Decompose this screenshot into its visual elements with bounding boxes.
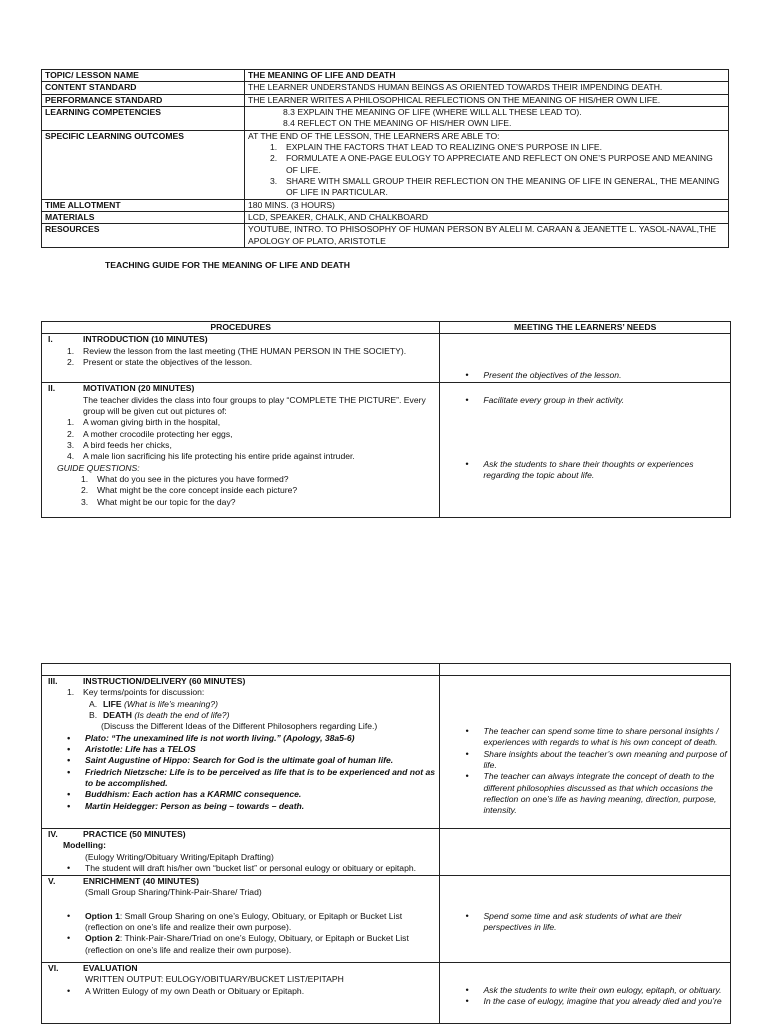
list-item: 2. A mother crocodile protecting her eggs,	[67, 428, 233, 439]
needs-list	[443, 370, 727, 381]
info-row	[42, 130, 729, 199]
info-value	[245, 130, 729, 199]
evaluation-list	[45, 986, 436, 997]
needs-list	[443, 726, 727, 817]
needs-cell	[440, 383, 731, 518]
list-item: • Aristotle: Life has a TELOS	[45, 744, 436, 755]
list-item: • Ask the students to share their thoughts or experiences regarding the topic about life.	[443, 459, 727, 482]
list-item: 1. Key terms/points for discussion:	[67, 687, 205, 698]
list-item: 1. EXPLAIN THE FACTORS THAT LEAD TO REALIZING ONE’S PURPOSE IN LIFE.	[270, 142, 602, 153]
list-item: 1. Review the lesson from the last meeting (THE HUMAN PERSON IN THE SOCIETY).	[67, 345, 407, 356]
info-value: THE LEARNER UNDERSTANDS HUMAN BEINGS AS ORIENTED TOWARDS THEIR IMPENDING DEATH.	[245, 82, 729, 94]
list-item: • In the case of eulogy, imagine that you already died and you’re	[443, 996, 727, 1007]
info-label: RESOURCES	[42, 224, 245, 248]
procedures-table	[41, 321, 731, 518]
list-item: • Friedrich Nietzsche: Life is to be perceived as life that is to be experienced and not as to be accomplished.	[45, 767, 436, 790]
info-row	[42, 94, 729, 106]
list-item: • Option 2: Think-Pair-Share/Triad on one’s Eulogy, Obituary, or Epitaph or Bucket List (reflection on one’s life and realize their own purpose).	[45, 933, 436, 956]
section-heading: III. INSTRUCTION/DELIVERY (60 MINUTES)	[48, 676, 246, 686]
section-heading: I. INTRODUCTION (10 MINUTES)	[48, 334, 208, 345]
table-header-row	[42, 322, 731, 334]
procedure-cell	[42, 334, 440, 383]
philosopher-list	[45, 733, 436, 812]
info-row	[42, 224, 729, 248]
list-item: • The student will draft his/her own “bucket list” or personal eulogy or obituary or epitaph.	[45, 863, 436, 874]
key-points-list	[45, 687, 436, 698]
procedure-cell	[42, 383, 440, 518]
table-row	[42, 829, 731, 876]
lesson-info-table	[41, 69, 729, 248]
list-item: A. LIFE (What is life’s meaning?)	[89, 698, 218, 709]
procedures-table-continued	[41, 663, 731, 1024]
section-heading: IV. PRACTICE (50 MINUTES)	[48, 829, 186, 839]
enrichment-description: (Small Group Sharing/Think-Pair-Share/ Triad)	[85, 887, 262, 898]
info-row	[42, 82, 729, 94]
list-item: • Plato: “The unexamined life is not worth living.” (Apology, 38a5-6)	[45, 733, 436, 744]
list-item: • The teacher can spend some time to share personal insights / experiences with regards to what is his own concept of death.	[443, 726, 727, 749]
guide-questions-heading: GUIDE QUESTIONS:	[57, 462, 140, 473]
procedure-list	[45, 346, 436, 369]
competency-item: 8.3 EXPLAIN THE MEANING OF LIFE (WHERE WILL ALL THESE LEAD TO).	[283, 107, 582, 118]
list-item: • Facilitate every group in their activity.	[443, 395, 727, 406]
list-item: • The teacher can always integrate the concept of death to the different philosophies discussed as that which occasions the reflection on one’s life as having meaning, direction, purpose, intensity.	[443, 771, 727, 816]
outcomes-list	[248, 142, 725, 199]
list-item: • Option 1: Small Group Sharing on one’s Eulogy, Obituary, or Epitaph or Bucket List (reflection on one’s life and realize their own purpose).	[45, 911, 436, 934]
term-list	[45, 699, 436, 722]
info-row	[42, 107, 729, 131]
list-item: • Spend some time and ask students of what are their perspectives in life.	[443, 911, 727, 934]
list-item: 2. What might be the core concept inside each picture?	[81, 485, 298, 496]
needs-cell	[440, 963, 731, 1024]
needs-list	[443, 459, 727, 482]
evaluation-description: WRITTEN OUTPUT: EULOGY/OBITUARY/BUCKET LIST/EPITAPH	[85, 974, 344, 985]
info-row	[42, 212, 729, 224]
table-row	[42, 963, 731, 1024]
list-item: • Share insights about the teacher’s own meaning and purpose of life.	[443, 749, 727, 772]
info-row	[42, 199, 729, 211]
info-label: SPECIFIC LEARNING OUTCOMES	[42, 130, 245, 199]
list-item: 2. FORMULATE A ONE-PAGE EULOGY TO APPRECIATE AND REFLECT ON ONE’S PURPOSE AND MEANING OF LIFE.	[270, 153, 713, 175]
needs-cell	[440, 829, 731, 876]
info-value: THE MEANING OF LIFE AND DEATH	[245, 70, 729, 82]
practice-description: (Eulogy Writing/Obituary Writing/Epitaph Drafting)	[85, 851, 274, 862]
section-heading: VI. EVALUATION	[48, 963, 138, 973]
list-item: 1. A woman giving birth in the hospital,	[67, 417, 221, 428]
info-label: TIME ALLOTMENT	[42, 199, 245, 211]
discussion-note: (Discuss the Different Ideas of the Different Philosophers regarding Life.)	[101, 721, 378, 732]
picture-list	[45, 417, 436, 462]
info-value: LCD, SPEAKER, CHALK, AND CHALKBOARD	[245, 212, 729, 224]
table-row	[42, 876, 731, 963]
practice-list	[45, 863, 436, 874]
procedure-cell	[42, 676, 440, 829]
empty-header	[440, 664, 731, 676]
table-header-row	[42, 664, 731, 676]
procedure-cell	[42, 829, 440, 876]
info-value: 180 MINS. (3 HOURS)	[245, 199, 729, 211]
list-item: 4. A male lion sacrificing his life protecting his entire pride against intruder.	[67, 451, 355, 462]
list-item: 3. SHARE WITH SMALL GROUP THEIR REFLECTION ON THE MEANING OF LIFE IN GENERAL, THE MEANING OF LIFE IN PARTICULAR.	[270, 176, 720, 198]
needs-cell	[440, 676, 731, 829]
info-label: CONTENT STANDARD	[42, 82, 245, 94]
needs-list	[443, 985, 727, 1008]
needs-list	[443, 395, 727, 406]
procedure-cell	[42, 963, 440, 1024]
list-item: B. DEATH (Is death the end of life?)	[89, 710, 230, 721]
procedure-cell	[42, 876, 440, 963]
info-label: MATERIALS	[42, 212, 245, 224]
table-row	[42, 334, 731, 383]
info-row	[42, 70, 729, 82]
list-item: • Ask the students to write their own eulogy, epitaph, or obituary.	[443, 985, 727, 996]
list-item: • Present the objectives of the lesson.	[443, 370, 727, 381]
section-heading: V. ENRICHMENT (40 MINUTES)	[48, 876, 200, 886]
list-item: 3. What might be our topic for the day?	[81, 496, 236, 507]
info-value: THE LEARNER WRITES A PHILOSOPHICAL REFLECTIONS ON THE MEANING OF HIS/HER OWN LIFE.	[245, 94, 729, 106]
info-label: LEARNING COMPETENCIES	[42, 107, 245, 131]
guide-question-list	[45, 474, 436, 508]
list-item: 3. A bird feeds her chicks,	[67, 440, 172, 451]
list-item: 2. Present or state the objectives of the lesson.	[67, 357, 253, 368]
table-row	[42, 676, 731, 829]
list-item: • A Written Eulogy of my own Death or Obituary or Epitaph.	[45, 986, 436, 997]
list-item: 1. What do you see in the pictures you have formed?	[81, 474, 289, 485]
info-label: PERFORMANCE STANDARD	[42, 94, 245, 106]
empty-header	[42, 664, 440, 676]
needs-cell	[440, 334, 731, 383]
list-item: • Saint Augustine of Hippo: Search for God is the ultimate goal of human life.	[45, 755, 436, 766]
info-value	[245, 107, 729, 131]
competency-item: 8.4 REFLECT ON THE MEANING OF HIS/HER OWN LIFE.	[283, 118, 512, 129]
motivation-intro: The teacher divides the class into four groups to play “COMPLETE THE PICTURE”. Every group will be given cut out pictures of:	[83, 394, 426, 417]
needs-list	[443, 911, 727, 934]
subheading: Modelling:	[63, 840, 106, 851]
option-list	[45, 911, 436, 956]
column-header-needs: MEETING THE LEARNERS’ NEEDS	[440, 322, 731, 334]
list-item: • Martin Heidegger: Person as being – towards – death.	[45, 801, 436, 812]
list-item: • Buddhism: Each action has a KARMIC consequence.	[45, 789, 436, 800]
outcomes-intro: AT THE END OF THE LESSON, THE LEARNERS ARE ABLE TO:	[248, 130, 500, 141]
needs-cell	[440, 876, 731, 963]
column-header-procedures: PROCEDURES	[42, 322, 440, 334]
info-value: YOUTUBE, INTRO. TO PHISOSOPHY OF HUMAN PERSON BY ALELI M. CARAAN & JEANETTE L. YASOL-NAVAL,THE APOLOGY OF PLATO, ARISTOTLE	[245, 224, 729, 248]
guide-title: TEACHING GUIDE FOR THE MEANING OF LIFE AND DEATH	[105, 260, 350, 270]
section-heading: II. MOTIVATION (20 MINUTES)	[48, 383, 195, 394]
info-label: TOPIC/ LESSON NAME	[42, 70, 245, 82]
table-row	[42, 383, 731, 518]
